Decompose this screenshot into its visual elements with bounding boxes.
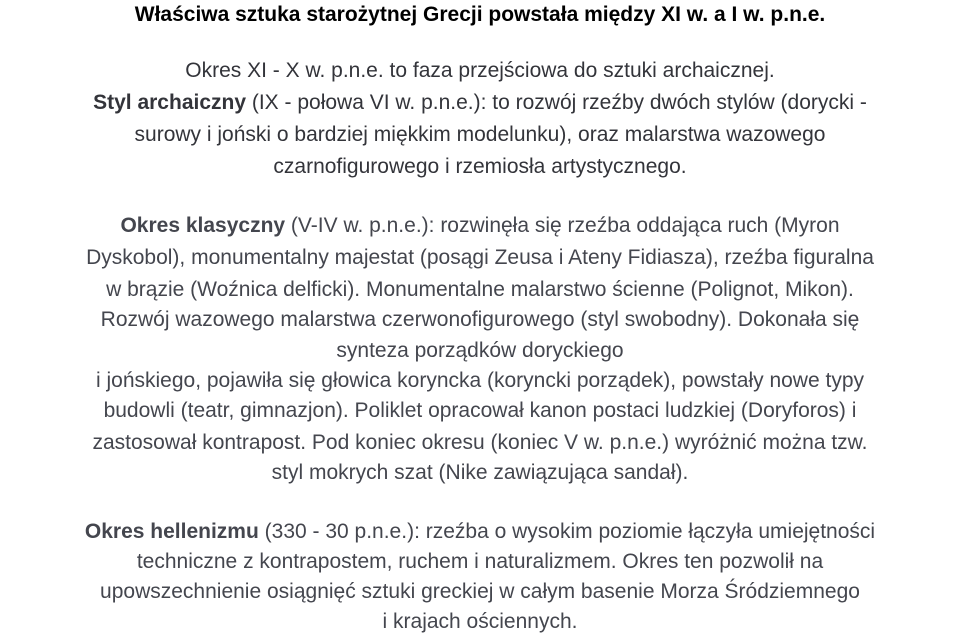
classical-line-9: styl mokrych szat (Nike zawiązująca sandał). [271, 461, 689, 484]
classical-line-1 [0, 213, 960, 239]
archaic-line-1: Okres XI - X w. p.n.e. to faza przejściowa do sztuki archaicznej. [185, 59, 775, 82]
archaic-line-2 [0, 90, 960, 116]
classical-line-8: zastosował kontrapost. Pod koniec okresu (koniec V w. p.n.e.) wyróżnić można tzw. [92, 431, 868, 454]
hellenistic-line-1 [0, 519, 960, 545]
archaic-line-3: surowy i joński o bardziej miękkim modelunku), oraz malarstwa wazowego [134, 123, 826, 146]
page-title: Właściwa sztuka starożytnej Grecji powstała między XI w. a I w. p.n.e. [134, 3, 826, 26]
archaic-heading: Styl archaiczny [93, 91, 247, 114]
classical-line-4: Rozwój wazowego malarstwa czerwonofigurowego (styl swobodny). Dokonała się [100, 308, 860, 331]
hellenistic-line-1-text: (330 - 30 p.n.e.): rzeźba o wysokim poziomie łączyła umiejętności [258, 520, 876, 543]
hellenistic-line-3: upowszechnienie osiągnięć sztuki greckiej w całym basenie Morza Śródziemnego [100, 580, 860, 603]
classical-line-2: Dyskobol), monumentalny majestat (posągi Zeusa i Ateny Fidiasza), rzeźba figuralna [86, 246, 874, 269]
hellenistic-heading: Okres hellenizmu [84, 520, 259, 543]
classical-line-6: i jońskiego, pojawiła się głowica koryncka (koryncki porządek), powstały nowe typy [95, 369, 864, 392]
classical-line-1-text: (V-IV w. p.n.e.): rozwinęła się rzeźba oddająca ruch (Myron [285, 214, 840, 237]
classical-line-7: budowli (teatr, gimnazjon). Poliklet opracował kanon postaci ludzkiej (Doryforos) i [103, 399, 857, 422]
archaic-line-2-text: (IX - połowa VI w. p.n.e.): to rozwój rzeźby dwóch stylów (dorycki - [246, 91, 867, 114]
classical-line-5: synteza porządków doryckiego [336, 339, 624, 362]
classical-line-3: w brązie (Woźnica delficki). Monumentalne malarstwo ścienne (Polignot, Mikon). [106, 278, 854, 301]
hellenistic-line-4: i krajach ościennych. [382, 610, 578, 633]
hellenistic-line-2: techniczne z kontrapostem, ruchem i naturalizmem. Okres ten pozwolił na [136, 550, 824, 573]
classical-heading: Okres klasyczny [120, 214, 286, 237]
archaic-line-4: czarnofigurowego i rzemiosła artystycznego. [273, 155, 687, 178]
